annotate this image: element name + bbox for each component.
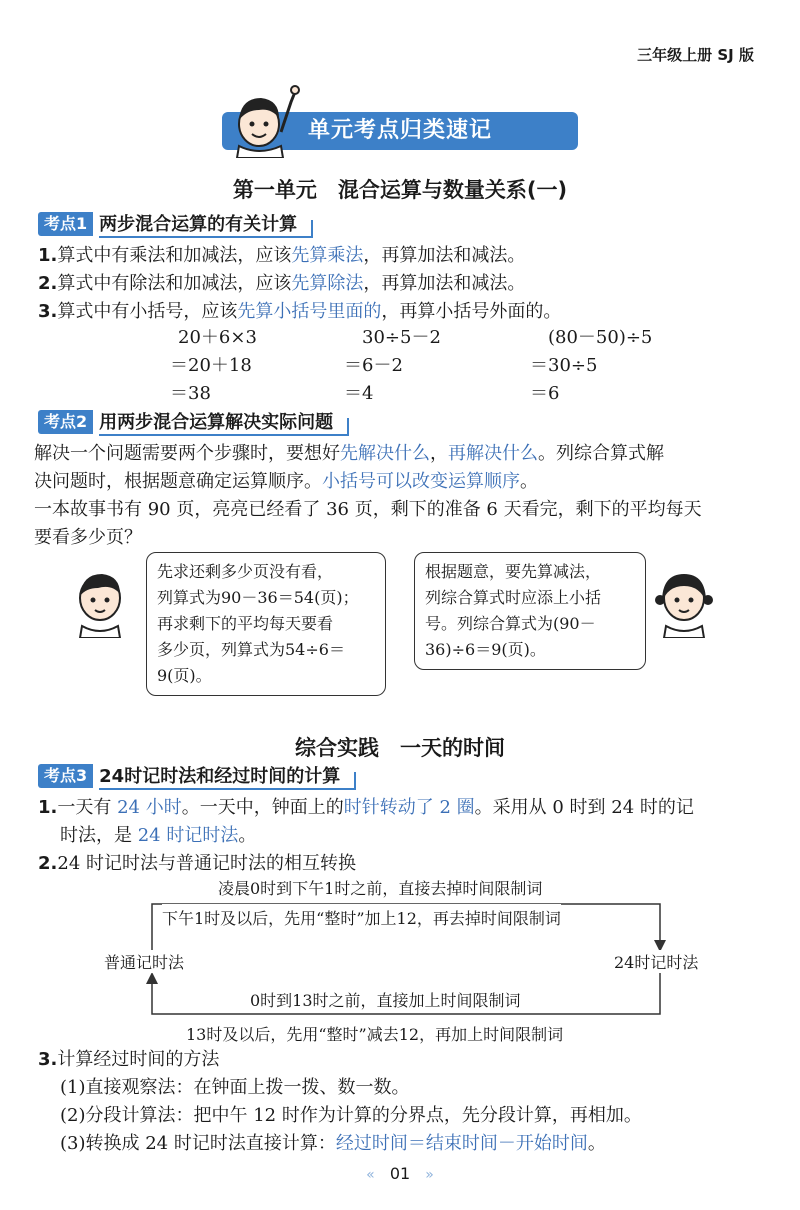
speech-bubble-left: 先求还剩多少页没有看， 列算式为90－36＝54(页)； 再求剩下的平均每天要看 多少页，列算式为54÷6＝ 9(页)。 [146,552,386,696]
diagram-left-node: 普通记时法 [104,950,184,973]
kaodian-title: 用两步混合运算解决实际问题 [99,408,347,436]
kd3-line-1-cont: 时法，是 24 时记时法。 [60,825,257,846]
kaodian-title: 两步混合运算的有关计算 [99,210,311,238]
grade-label: 三年级上册 SJ 版 [637,46,754,64]
kd2-para-1: 解决一个问题需要两个步骤时，要想好先解决什么，再解决什么。列综合算式解 [34,443,664,464]
diagram-upper-label: 下午1时及以后，先用“整时”加上12，再去掉时间限制词 [162,904,561,931]
kd3-line-3: 3.计算经过时间的方法 [38,1049,220,1070]
diagram-right-node: 24时记时法 [614,950,698,973]
speech-bubble-right: 根据题意，要先算减法， 列综合算式时应添上小括 号。列综合算式为(90－ 36)÷6＝9(页)。 [414,552,646,670]
calc-example-3: (80－50)÷5 ＝30÷5 ＝6 [530,327,653,404]
kd3-line-1: 1.一天有 24 小时。一天中，钟面上的时针转动了 2 圈。采用从 0 时到 24 时的记 [38,797,694,818]
method-1: (1)直接观察法：在钟面上拨一拨、数一数。 [60,1077,410,1098]
kd1-line-3: 3.算式中有小括号，应该先算小括号里面的，再算小括号外面的。 [38,301,562,322]
diagram-bottom-label: 13时及以后，先用“整时”减去12，再加上时间限制词 [186,1025,564,1044]
kd1-line-2: 2.算式中有除法和加减法，应该先算除法，再算加法和减法。 [38,273,526,294]
calc-example-1: 20＋6×3 ＝20＋18 ＝38 [170,327,257,404]
page-number: « 01 » [366,1164,434,1183]
unit2-title: 综合实践 一天的时间 [295,736,505,760]
kaodian-badge: 考点1 [38,212,93,236]
diagram-lower-label: 0时到13时之前，直接加上时间限制词 [250,991,521,1010]
chevron-left-icon: « [366,1167,375,1183]
unit1-title: 第一单元 混合运算与数量关系(一) [232,178,568,202]
kaodian-badge: 考点2 [38,410,93,434]
kd1-line-1: 1.算式中有乘法和加减法，应该先算乘法，再算加法和减法。 [38,245,526,266]
kaodian-badge: 考点3 [38,764,93,788]
chevron-right-icon: » [425,1167,434,1183]
diagram-top-label: 凌晨0时到下午1时之前，直接去掉时间限制词 [218,879,543,898]
method-2: (2)分段计算法：把中午 12 时作为计算的分界点，先分段计算，再相加。 [60,1105,642,1126]
calc-example-2: 30÷5－2 ＝6－2 ＝4 [344,327,441,404]
kaodian-title: 24时记时法和经过时间的计算 [99,762,354,790]
kd2-para-2: 决问题时，根据题意确定运算顺序。小括号可以改变运算顺序。 [34,471,538,492]
method-3: (3)转换成 24 时记时法直接计算：经过时间＝结束时间－开始时间。 [60,1133,606,1154]
banner-title: 单元考点归类速记 [222,112,578,150]
arrow-head-icon [146,972,158,984]
kd3-line-2: 2.24 时记时法与普通记时法的相互转换 [38,853,356,874]
kd2-problem-line-1: 一本故事书有 90 页，亮亮已经看了 36 页，剩下的准备 6 天看完，剩下的平均每天 [34,499,702,520]
kd2-problem-line-2: 要看多少页？ [34,527,142,548]
